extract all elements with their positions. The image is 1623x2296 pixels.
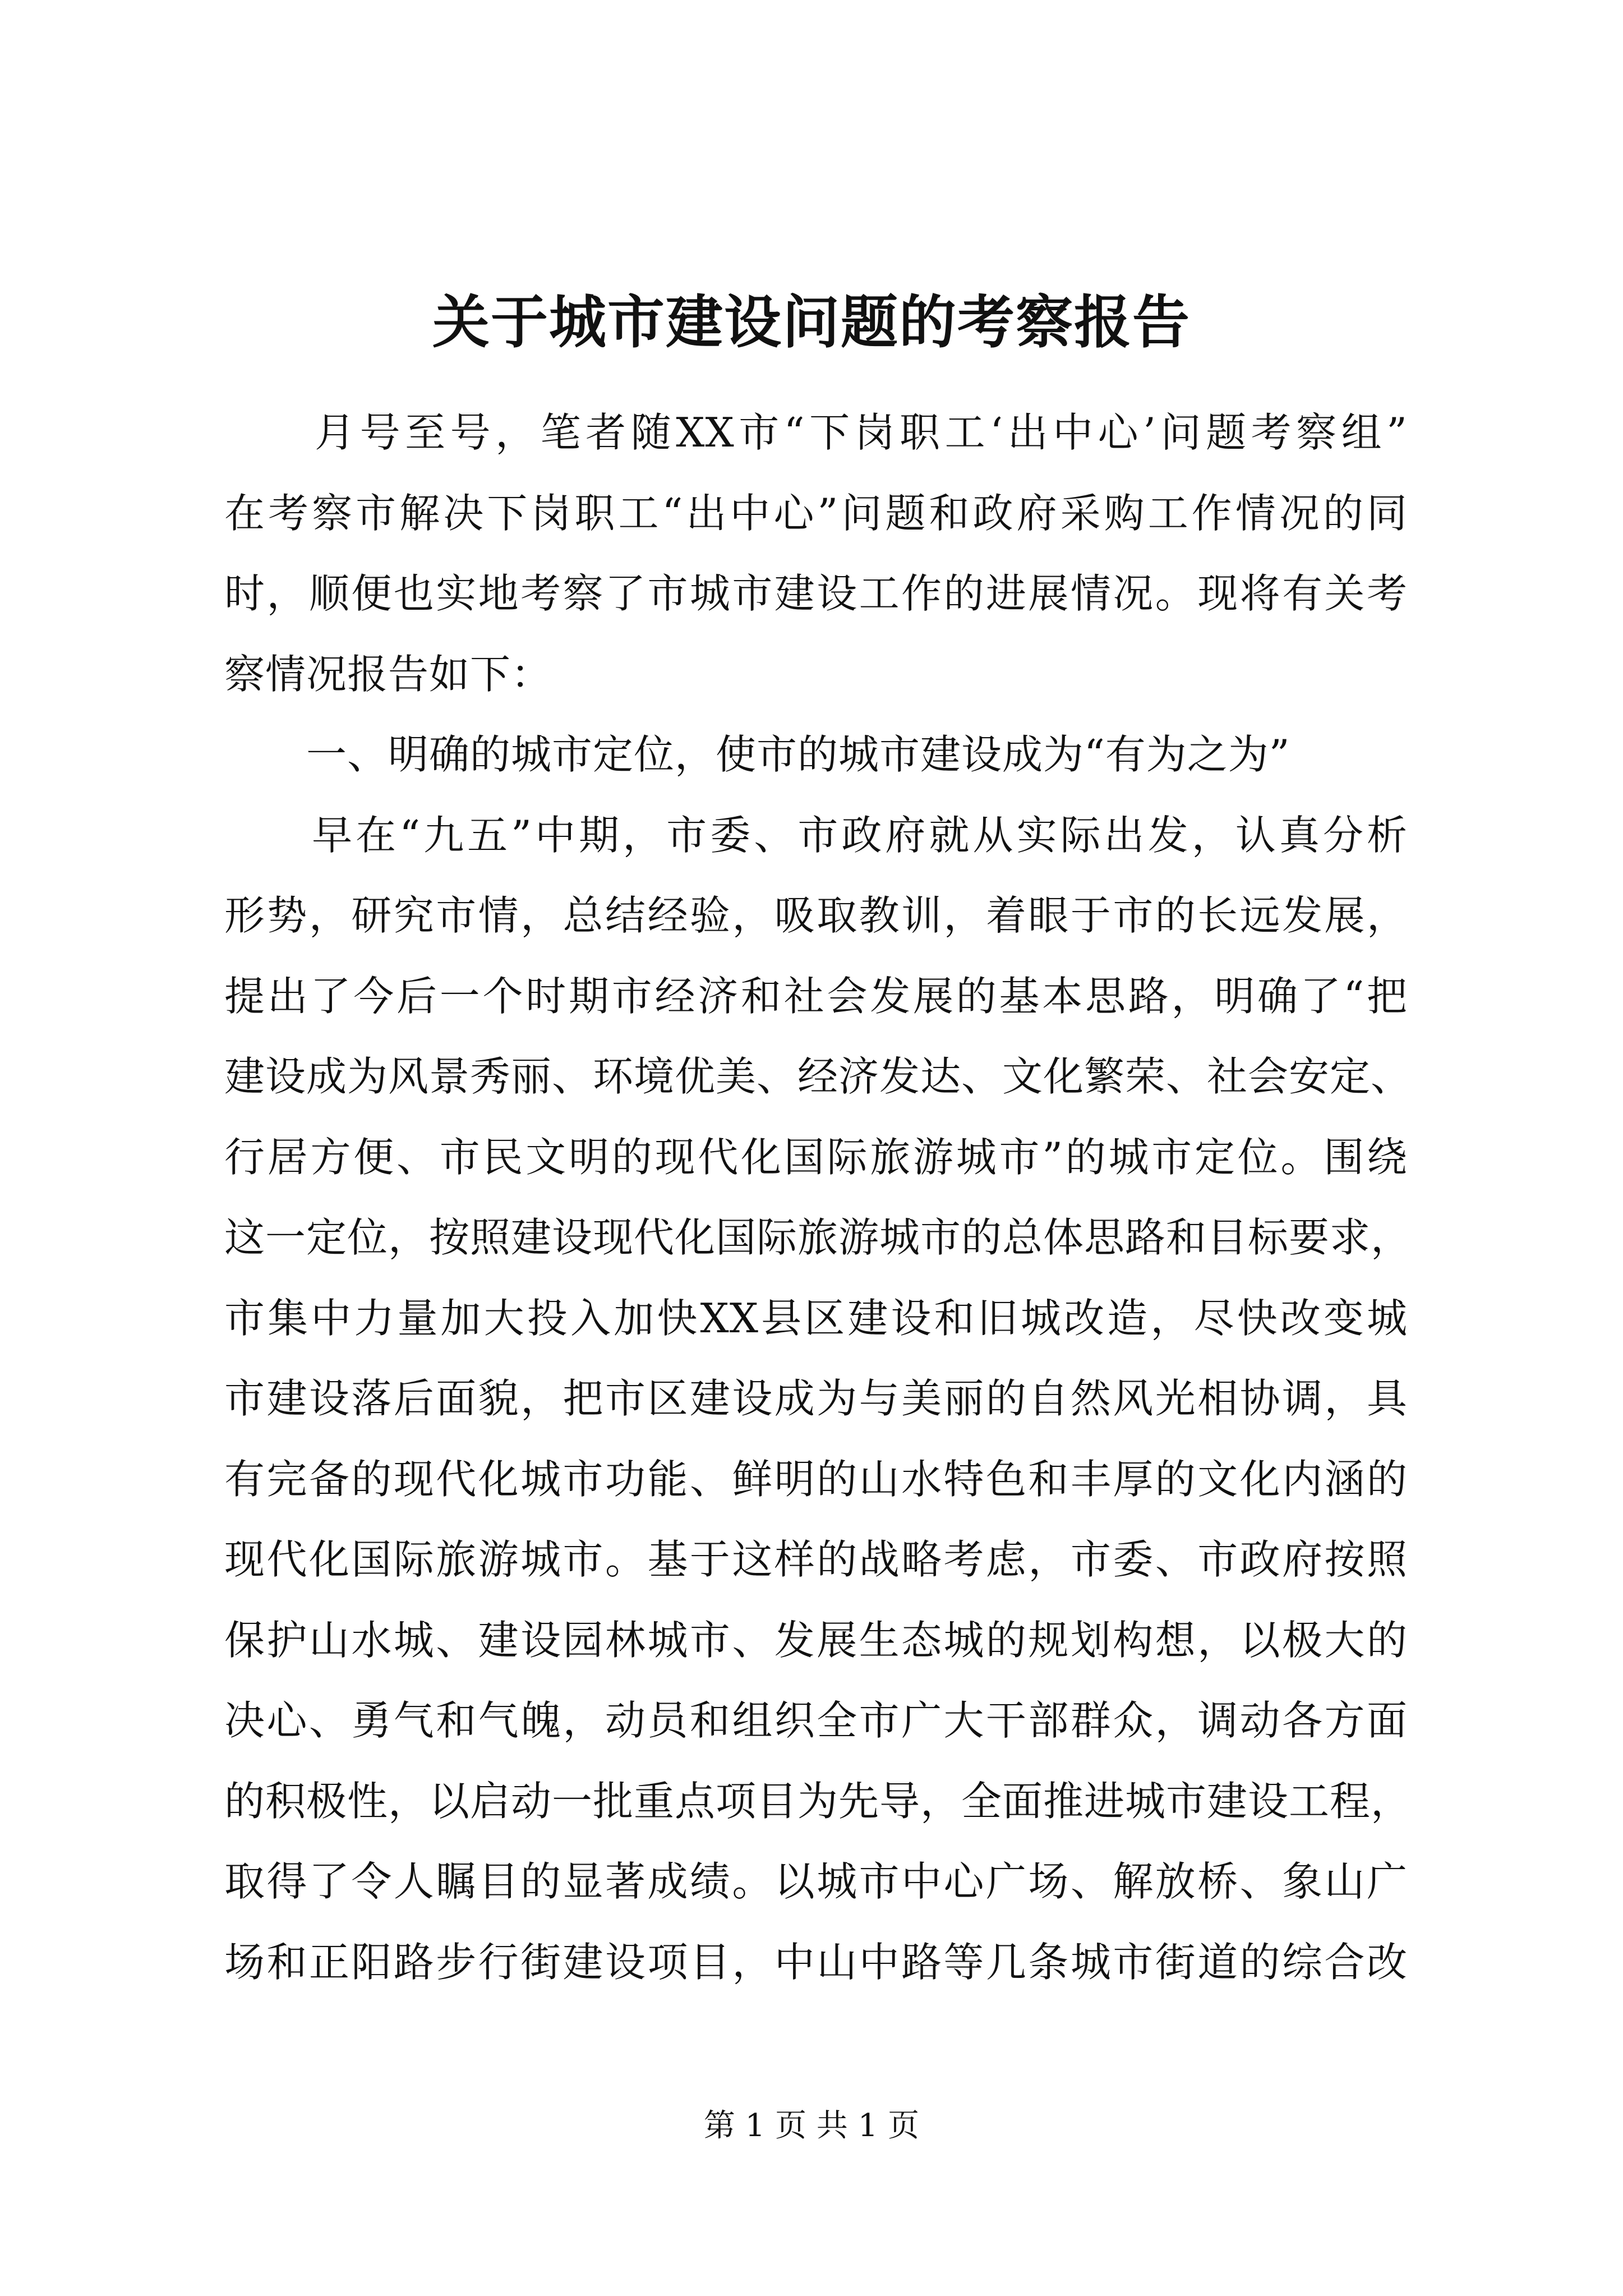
body-line: 早在“九五”中期，市委、市政府就从实际出发，认真分析 [224, 811, 1408, 859]
body-line: 月号至号，笔者随XX市“下岗职工‘出中心’问题考察组” [224, 409, 1408, 456]
body-line: 有完备的现代化城市功能、鲜明的山水特色和丰厚的文化内涵的 [224, 1455, 1408, 1503]
section-heading: 一、明确的城市定位，使市的城市建设成为“有为之为” [224, 731, 1290, 778]
document-body [224, 393, 1412, 2003]
body-line: 决心、勇气和气魄，动员和组织全市广大干部群众，调动各方面 [224, 1697, 1408, 1744]
body-line: 的积极性，以启动一批重点项目为先导，全面推进城市建设工程， [224, 1777, 1412, 1825]
body-line: 形势，研究市情，总结经验，吸取教训，着眼于市的长远发展， [224, 892, 1408, 939]
body-line: 这一定位，按照建设现代化国际旅游城市的总体思路和目标要求， [224, 1214, 1412, 1261]
body-line: 市建设落后面貌，把市区建设成为与美丽的自然风光相协调，具 [224, 1375, 1408, 1422]
body-line: 时，顺便也实地考察了市城市建设工作的进展情况。现将有关考 [224, 570, 1408, 617]
body-line: 取得了令人瞩目的显著成绩。以城市中心广场、解放桥、象山广 [224, 1858, 1408, 1905]
body-line: 提出了今后一个时期市经济和社会发展的基本思路，明确了“把 [224, 972, 1408, 1020]
page-footer: 第 1 页 共 1 页 [703, 2108, 920, 2144]
body-line: 建设成为风景秀丽、环境优美、经济发达、文化繁荣、社会安定、 [224, 1053, 1412, 1100]
body-line: 市集中力量加大投入加快XX县区建设和旧城改造，尽快改变城 [224, 1294, 1408, 1342]
body-line: 保护山水城、建设园林城市、发展生态城的规划构想，以极大的 [224, 1616, 1408, 1664]
body-line: 行居方便、市民文明的现代化国际旅游城市”的城市定位。围绕 [224, 1133, 1408, 1181]
body-line: 在考察市解决下岗职工“出中心”问题和政府采购工作情况的同 [224, 489, 1408, 537]
body-line: 场和正阳路步行街建设项目，中山中路等几条城市街道的综合改 [224, 1938, 1408, 1986]
body-line: 现代化国际旅游城市。基于这样的战略考虑，市委、市政府按照 [224, 1536, 1408, 1583]
body-line: 察情况报告如下： [224, 650, 552, 698]
document-title: 关于城市建设问题的考察报告 [432, 289, 1191, 356]
